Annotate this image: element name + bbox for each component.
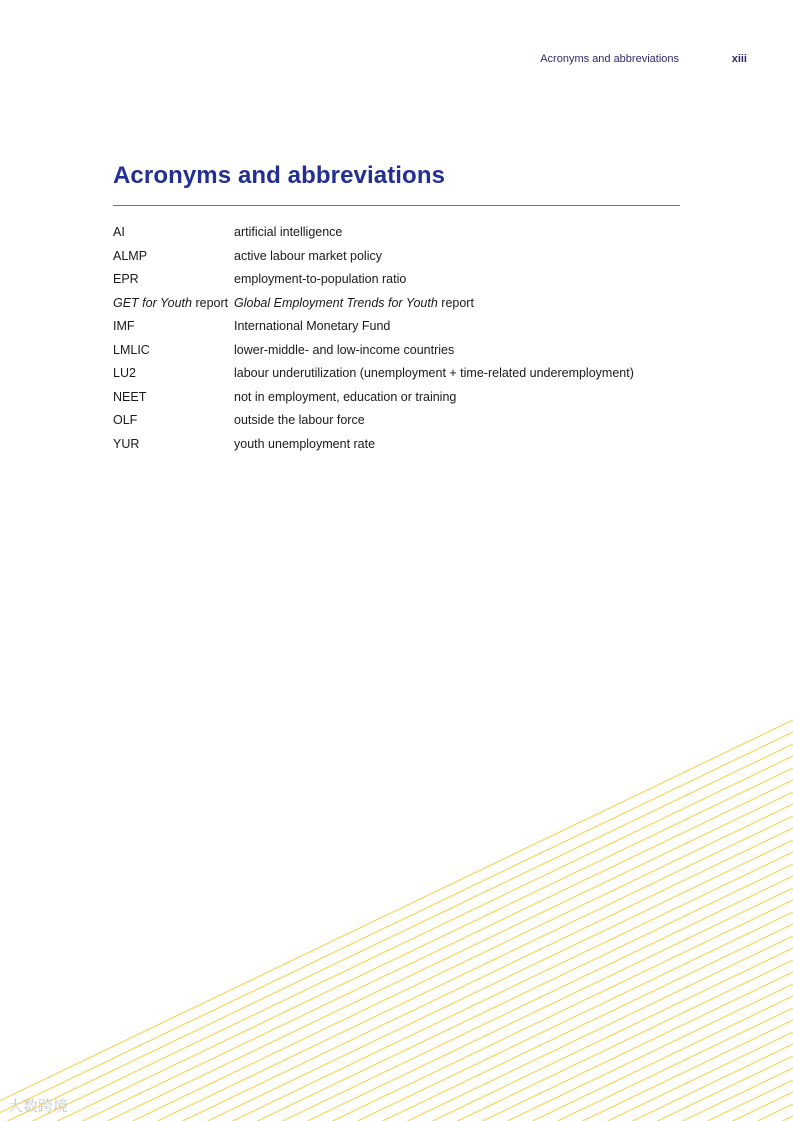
stripe-line	[0, 912, 793, 1121]
acronym-term: AI	[113, 225, 125, 239]
watermark-text: 大数跨境	[8, 1098, 69, 1115]
acronym-row	[113, 411, 680, 435]
stripe-line	[0, 864, 793, 1121]
stripe-line	[0, 1056, 793, 1121]
stripe-line	[0, 876, 793, 1121]
acronym-row	[113, 317, 680, 341]
stripe-line	[0, 948, 793, 1121]
stripe-line	[0, 1020, 793, 1121]
acronym-row	[113, 247, 680, 271]
stripe-line	[0, 840, 793, 1121]
running-header	[0, 53, 793, 69]
stripe-line	[0, 936, 793, 1121]
acronym-term: EPR	[113, 272, 139, 286]
acronym-term: NEET	[113, 389, 147, 404]
acronym-definition-italic: Global Employment Trends for Youth	[234, 295, 438, 310]
stripe-line	[0, 888, 793, 1121]
acronym-definition: outside the labour force	[234, 413, 365, 427]
acronym-definition: youth unemployment rate	[234, 436, 376, 451]
acronym-term: IMF	[113, 319, 135, 333]
stripe-line	[0, 804, 793, 1121]
stripe-line	[0, 732, 793, 1113]
acronym-row	[113, 341, 680, 365]
stripe-line	[0, 1032, 793, 1121]
acronym-definition: employment-to-population ratio	[234, 272, 407, 286]
acronym-definition-rest: report	[437, 295, 474, 310]
acronym-row	[113, 294, 680, 318]
stripe-line	[0, 1104, 793, 1121]
stripe-line	[0, 768, 793, 1121]
acronym-row	[113, 364, 680, 388]
acronym-row	[113, 435, 680, 459]
acronym-definition: International Monetary Fund	[234, 319, 391, 333]
running-title: Acronyms and abbreviations	[540, 53, 679, 65]
acronym-term-rest: report	[191, 295, 229, 310]
acronym-definition: labour underutilization (unemployment + time-related underemployment)	[234, 366, 634, 380]
acronym-definition: artificial intelligence	[234, 225, 343, 239]
acronym-row	[113, 223, 680, 247]
stripe-line	[0, 1008, 793, 1121]
acronym-term: LU2	[113, 366, 136, 380]
acronym-definition: not in employment, education or training	[234, 389, 457, 404]
stripe-line	[0, 792, 793, 1121]
stripe-line	[0, 852, 793, 1121]
acronym-row	[113, 388, 680, 412]
stripe-line	[0, 984, 793, 1121]
acronym-definition	[234, 294, 474, 313]
acronym-term: LMLIC	[113, 342, 150, 357]
title-rule	[113, 205, 680, 206]
stripe-line	[0, 720, 793, 1101]
acronym-term	[113, 294, 228, 313]
acronym-list	[113, 223, 680, 458]
acronym-term: YUR	[113, 436, 140, 451]
page-title: Acronyms and abbreviations	[113, 162, 446, 189]
stripe-line	[0, 1080, 793, 1121]
acronym-term: ALMP	[113, 248, 148, 263]
stripe-line	[0, 816, 793, 1121]
stripe-line	[0, 960, 793, 1121]
acronym-definition: active labour market policy	[234, 248, 382, 263]
diagonal-stripes-decoration	[0, 700, 793, 1121]
stripe-line	[0, 780, 793, 1121]
acronym-row	[113, 270, 680, 294]
stripe-line	[0, 1092, 793, 1121]
acronym-definition: lower-middle- and low-income countries	[234, 342, 455, 357]
stripe-line	[0, 1116, 793, 1121]
acronym-term-italic: GET for Youth	[113, 295, 192, 310]
acronym-term: OLF	[113, 413, 138, 427]
page-number: xiii	[731, 53, 747, 65]
stripe-line	[0, 744, 793, 1121]
